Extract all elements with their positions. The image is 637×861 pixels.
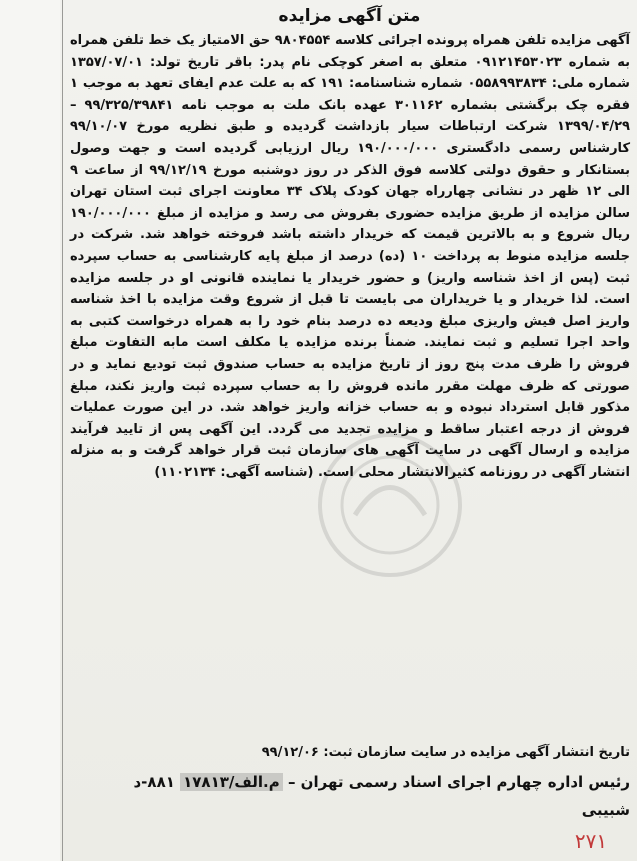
handwritten-page-number <box>556 826 626 856</box>
notice-title: متن آگهی مزایده <box>278 6 421 26</box>
handwritten-number-text: ۲۷۱ <box>574 829 608 853</box>
signature-line <box>70 770 630 794</box>
notice-body <box>70 30 630 483</box>
notice-code: م.الف/۱۷۸۱۳ <box>180 773 283 791</box>
signer-name: شبیبی <box>581 801 630 819</box>
left-margin <box>0 0 60 861</box>
publish-date-line: تاریخ انتشار آگهی مزایده در سایت سازمان ثبت: ۹۹/۱۲/۰۶ <box>261 745 630 760</box>
notice-code-suffix: ۸۸۱-د <box>133 773 175 791</box>
notice-body-text: آگهی مزایده تلفن همراه پرونده اجرائی کلاسه ۹۸۰۴۵۵۴ حق الامتیاز یک خط تلفن همراه به شماره ۰۹۱۲۱۴۵۳۰۲۳ متعلق به اصغر کوچکی نام پدر: باقر تاریخ تولد: ۱۳۵۷/۰۷/۰۱ شماره ملی: ۰۵۵۸۹۹۳۸۳۴ شماره شناسنامه: ۱۹۱ که به علت عدم ایفای تعهد به موجب ۱ فقره چک برگشتی بشماره ۳۰۱۱۶۲ عهده بانک ملت به موجب نامه ۹۹/۳۲۵/۳۹۸۴۱ – ۱۳۹۹/۰۴/۲۹ شرکت ارتباطات سیار بازداشت گردیده و طبق نظریه مورخ ۹۹/۱۰/۰۷ کارشناس رسمی دادگستری ۱۹۰/۰۰۰/۰۰۰ ریال ارزیابی گردیده است و جهت وصول بستانکار و حقوق دولتی کلاسه فوق الذکر در روز دوشنبه مورخ ۹۹/۱۲/۱۹ از ساعت ۹ الی ۱۲ ظهر در نشانی چهارراه جهان کودک پلاک ۳۴ معاونت اجرای ثبت استان تهران سالن مزایده از طریق مزایده حضوری بفروش می رسد و مزایده از مبلغ ۱۹۰/۰۰۰/۰۰۰ ریال شروع و به بالاترین قیمت که خریدار داشته باشد فروخته خواهد شد. شرکت در جلسه مزایده منوط به پرداخت ۱۰ (ده) درصد از مبلغ پایه کارشناسی به حساب سپرده ثبت (پس از اخذ شناسه واریز) و حضور خریدار یا نماینده قانونی او در جلسه مزایده است. لذا خریدار و یا خریداران می بایست تا قبل از شروع وقت مزایده با اخذ شناسه واریز اصل فیش واریزی مبلغ ودیعه ده درصد بنام خود را به همراه درخواست کتبی به واحد اجرا تسلیم و ثبت نمایند. ضمناً برنده مزایده یا مکلف است مابه التفاوت مبلغ فروش را ظرف مدت پنج روز از تاریخ مزایده به حساب صندوق ثبت تودیع نماید و در صورتی که ظرف مهلت مقرر مانده فروش را به حساب سپرده ثبت واریز نکند، مبلغ مذکور قابل استرداد نبوده و به حساب خزانه واریز خواهد شد. در این صورت عملیات فروش از درجه اعتبار ساقط و مزایده تجدید می گردد. این آگهی پس از تایید فرآیند مزایده و ارسال آگهی در سایت آگهی های سازمان ثبت قرار خواهد گرفت و به منزله انتشار آگهی در روزنامه کثیرالانتشار محلی است. (شناسه آگهی: ۱۱۰۲۱۳۴) <box>70 33 631 480</box>
signer-title: رئیس اداره چهارم اجرای اسناد رسمی تهران – <box>287 773 630 791</box>
